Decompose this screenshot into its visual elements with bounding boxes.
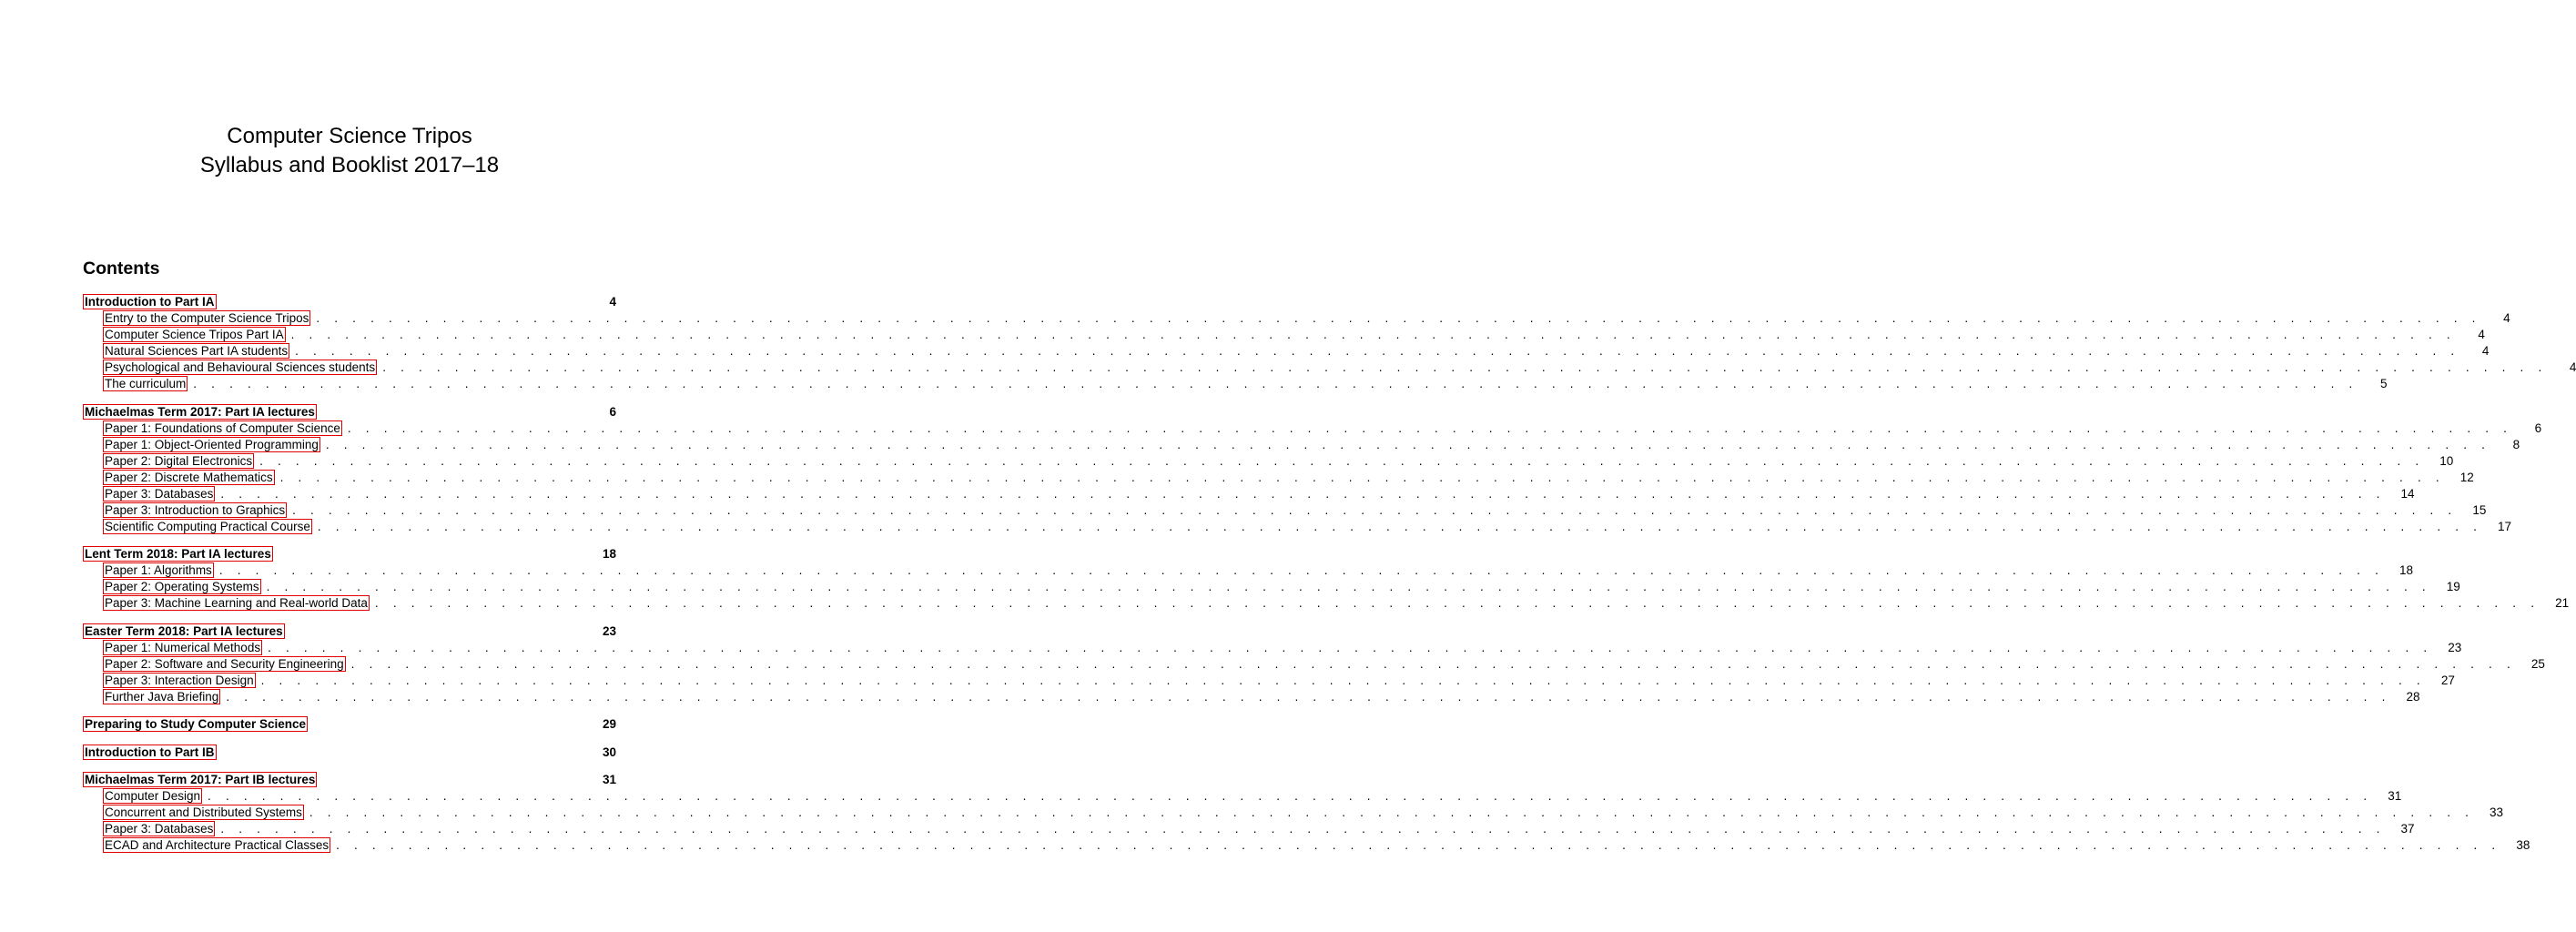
toc-entry-link[interactable]: Paper 2: Operating Systems xyxy=(105,580,259,593)
toc-page-number: 4 xyxy=(609,295,616,309)
toc-entry xyxy=(83,656,2545,673)
toc-entry-link[interactable]: Paper 3: Machine Learning and Real-world Data xyxy=(105,596,368,610)
table-of-contents xyxy=(83,294,2576,866)
toc-page-number: 30 xyxy=(602,745,616,759)
toc-entry-link[interactable]: ECAD and Architecture Practical Classes xyxy=(105,838,330,852)
toc-entry xyxy=(83,595,2570,612)
toc-section-heading xyxy=(83,546,616,562)
dot-leader: . . . . . . . . . . . . . . . . . . . . . . . . . . . . . . . . . . . . . . . . . . . . . . . . . . . . . . . . . . . . . . . . . . . . . . . . . . . . . . . . . . . . . . . . . . . . . . . . . . . . . . . . . . . . . . . . . . . . . . . . xyxy=(347,420,2513,435)
toc-entry-link[interactable]: Concurrent and Distributed Systems xyxy=(105,805,302,819)
toc-entry-link[interactable]: Scientific Computing Practical Course xyxy=(105,519,310,533)
dot-leader: . . . . . . . . . . . . . . . . . . . . . . . . . . . . . . . . . . . . . . . . . . . . . . . . . . . . . . . . . . . . . . . . . . . . . . . . . . . . . . . . . . . . . . . . . . . . . . . . . . . . . . . . . . . . . . . . . . . . . . . . xyxy=(193,377,2358,390)
toc-entry xyxy=(83,837,2530,854)
dot-leader: . . . . . . . . . . . . . . . . . . . . . . . . . . . . . . . . . . . . . . . . . . . . . . . . . . . . . . . . . . . . . . . . . . . . . . . . . . . . . . . . . . . . . . . . . . . . . . . . . . . . . . . . . . . . . . . . . . . . . . . . xyxy=(259,453,2425,468)
toc-page-number: 31 xyxy=(602,773,616,786)
dot-leader: . . . . . . . . . . . . . . . . . . . . . . . . . . . . . . . . . . . . . . . . . . . . . . . . . . . . . . . . . . . . . . . . . . . . . . . . . . . . . . . . . . . . . . . . . . . . . . . . . . . . . . . . . . . . . . . . . . . . . . . . xyxy=(292,502,2458,517)
toc-page-number: 18 xyxy=(602,547,616,561)
toc-entry xyxy=(83,673,2455,689)
dot-leader: . . . . . . . . . . . . . . . . . . . . . . . . . . . . . . . . . . . . . . . . . . . . . . . . . . . . . . . . . . . . . . . . . . . . . . . . . . . . . . . . . . . . . . . . . . . . . . . . . . . . . . . . . . . . . . . . . . . . . . . . xyxy=(374,596,2541,610)
toc-page-number: 23 xyxy=(602,623,616,638)
dot-leader: . . . . . . . . . . . . . . . . . . . . . . . . . . . . . . . . . . . . . . . . . . . . . . . . . . . . . . . . . . . . . . . . . . . . . . . . . . . . . . . . . . . . . . . . . . . . . . . . . . . . . . . . . . . . . . . . . . . . . . . . xyxy=(279,470,2445,484)
toc-entry-link[interactable]: Paper 3: Introduction to Graphics xyxy=(105,502,286,517)
toc-section xyxy=(83,716,616,733)
toc-entry xyxy=(83,310,2510,327)
toc-section-link[interactable]: Michaelmas Term 2017: Part IB lectures xyxy=(85,773,316,786)
toc-entry-link[interactable]: Paper 1: Numerical Methods xyxy=(105,640,261,654)
toc-section xyxy=(83,745,616,761)
dot-leader: . . . . . . . . . . . . . . . . . . . . . . . . . . . . . . . . . . . . . . . . . . . . . . . . . . . . . . . . . . . . . . . . . . . . . . . . . . . . . . . . . . . . . . . . . . . . . . . . . . . . . . . . . . . . . . . . . . . . . . . . xyxy=(316,311,2481,325)
toc-section-link[interactable]: Michaelmas Term 2017: Part IA lectures xyxy=(85,404,315,419)
title-line-2: Syllabus and Booklist 2017–18 xyxy=(199,153,500,177)
dot-leader: . . . . . . . . . . . . . . . . . . . . . . . . . . . . . . . . . . . . . . . . . . . . . . . . . . . . . . . . . . . . . . . . . . . . . . . . . . . . . . . . . . . . . . . . . . . . . . . . . . . . . . . . . . . . . . . . . . . . . . . . xyxy=(382,360,2548,374)
toc-page-number: 23 xyxy=(2448,640,2462,654)
toc-entry-link[interactable]: Paper 1: Object-Oriented Programming xyxy=(105,437,319,451)
toc-entry xyxy=(83,579,2460,595)
toc-entry xyxy=(83,437,2520,453)
dot-leader: . . . . . . . . . . . . . . . . . . . . . . . . . . . . . . . . . . . . . . . . . . . . . . . . . . . . . . . . . . . . . . . . . . . . . . . . . . . . . . . . . . . . . . . . . . . . . . . . . . . . . . . . . . . . . . . . . . . . . . . . xyxy=(295,344,2460,358)
dot-leader: . . . . . . . . . . . . . . . . . . . . . . . . . . . . . . . . . . . . . . . . . . . . . . . . . . . . . . . . . . . . . . . . . . . . . . . . . . . . . . . . . . . . . . . . . . . . . . . . . . . . . . . . . . . . . . . . . . . . . . . . xyxy=(317,519,2483,533)
toc-entry-link[interactable]: Psychological and Behavioural Sciences students xyxy=(105,360,376,374)
toc-page-number: 25 xyxy=(2530,656,2545,671)
toc-entry-link[interactable]: Natural Sciences Part IA students xyxy=(105,344,289,358)
toc-entry-link[interactable]: Further Java Briefing xyxy=(105,689,219,704)
toc-page-number: 33 xyxy=(2490,805,2504,819)
toc-entry-link[interactable]: Paper 1: Foundations of Computer Science xyxy=(105,420,340,435)
toc-section xyxy=(83,772,2530,854)
dot-leader: . . . . . . . . . . . . . . . . . . . . . . . . . . . . . . . . . . . . . . . . . . . . . . . . . . . . . . . . . . . . . . . . . . . . . . . . . . . . . . . . . . . . . . . . . . . . . . . . . . . . . . . . . . . . . . . . . . . . . . . . xyxy=(309,805,2475,819)
toc-entry-link[interactable]: Entry to the Computer Science Tripos xyxy=(105,311,309,325)
toc-page-number: 6 xyxy=(609,404,616,419)
toc-entry-link[interactable]: Computer Science Tripos Part IA xyxy=(105,328,284,341)
toc-entry xyxy=(83,805,2504,821)
toc-section-link[interactable]: Easter Term 2018: Part IA lectures xyxy=(85,623,283,638)
toc-section-heading xyxy=(83,716,616,733)
toc-entry-link[interactable]: Paper 1: Algorithms xyxy=(105,563,212,577)
dot-leader: . . . . . . . . . . . . . . . . . . . . . . . . . . . . . . . . . . . . . . . . . . . . . . . . . . . . . . . . . . . . . . . . . . . . . . . . . . . . . . . . . . . . . . . . . . . . . . . . . . . . . . . . . . . . . . . . . . . . . . . . xyxy=(218,563,2385,577)
toc-entry xyxy=(83,327,2485,343)
toc-entry-link[interactable]: The curriculum xyxy=(105,377,187,390)
toc-page-number: 29 xyxy=(602,717,616,731)
dot-leader: . . . . . . . . . . . . . . . . . . . . . . . . . . . . . . . . . . . . . . . . . . . . . . . . . . . . . . . . . . . . . . . . . . . . . . . . . . . . . . . . . . . . . . . . . . . . . . . . . . . . . . . . . . . . . . . . . . . . . . . . xyxy=(260,673,2426,687)
toc-entry xyxy=(83,519,2512,535)
document-title xyxy=(0,122,699,180)
toc-entry xyxy=(83,376,2388,392)
toc-entry xyxy=(83,343,2490,360)
toc-entry-link[interactable]: Paper 3: Interaction Design xyxy=(105,673,254,687)
dot-leader: . . . . . . . . . . . . . . . . . . . . . . . . . . . . . . . . . . . . . . . . . . . . . . . . . . . . . . . . . . . . . . . . . . . . . . . . . . . . . . . . . . . . . . . . . . . . . . . . . . . . . . . . . . . . . . . . . . . . . . . . xyxy=(268,640,2433,654)
toc-page-number: 19 xyxy=(2446,580,2460,593)
toc-page-number: 8 xyxy=(2512,437,2520,451)
toc-page-number: 37 xyxy=(2400,822,2415,836)
toc-section xyxy=(83,294,2576,392)
toc-section-heading xyxy=(83,404,616,420)
toc-section-link[interactable]: Introduction to Part IB xyxy=(85,745,215,759)
toc-section-heading xyxy=(83,772,616,788)
toc-page-number: 31 xyxy=(2388,789,2402,803)
toc-section xyxy=(83,623,2545,705)
toc-page-number: 4 xyxy=(2503,311,2510,325)
toc-page-number: 10 xyxy=(2439,453,2454,468)
toc-entry-link[interactable]: Computer Design xyxy=(105,789,201,803)
dot-leader: . . . . . . . . . . . . . . . . . . . . . . . . . . . . . . . . . . . . . . . . . . . . . . . . . . . . . . . . . . . . . . . . . . . . . . . . . . . . . . . . . . . . . . . . . . . . . . . . . . . . . . . . . . . . . . . . . . . . . . . . xyxy=(220,822,2386,836)
toc-page-number: 27 xyxy=(2440,673,2455,687)
toc-entry-link[interactable]: Paper 2: Discrete Mathematics xyxy=(105,470,273,484)
toc-entry-link[interactable]: Paper 3: Databases xyxy=(105,486,214,501)
dot-leader: . . . . . . . . . . . . . . . . . . . . . . . . . . . . . . . . . . . . . . . . . . . . . . . . . . . . . . . . . . . . . . . . . . . . . . . . . . . . . . . . . . . . . . . . . . . . . . . . . . . . . . . . . . . . . . . . . . . . . . . . xyxy=(336,838,2501,852)
toc-page-number: 5 xyxy=(2380,377,2388,390)
toc-section-link[interactable]: Lent Term 2018: Part IA lectures xyxy=(85,547,271,561)
dot-leader: . . . . . . . . . . . . . . . . . . . . . . . . . . . . . . . . . . . . . . . . . . . . . . . . . . . . . . . . . . . . . . . . . . . . . . . . . . . . . . . . . . . . . . . . . . . . . . . . . . . . . . . . . . . . . . . . . . . . . . . . xyxy=(350,656,2516,671)
title-line-1: Computer Science Tripos xyxy=(227,124,472,148)
toc-section-link[interactable]: Introduction to Part IA xyxy=(85,295,215,309)
toc-page-number: 38 xyxy=(2516,838,2530,852)
toc-entry xyxy=(83,502,2487,519)
toc-section-heading xyxy=(83,745,616,761)
dot-leader: . . . . . . . . . . . . . . . . . . . . . . . . . . . . . . . . . . . . . . . . . . . . . . . . . . . . . . . . . . . . . . . . . . . . . . . . . . . . . . . . . . . . . . . . . . . . . . . . . . . . . . . . . . . . . . . . . . . . . . . . xyxy=(266,580,2431,593)
dot-leader: . . . . . . . . . . . . . . . . . . . . . . . . . . . . . . . . . . . . . . . . . . . . . . . . . . . . . . . . . . . . . . . . . . . . . . . . . . . . . . . . . . . . . . . . . . . . . . . . . . . . . . . . . . . . . . . . . . . . . . . . xyxy=(220,486,2386,501)
toc-page-number: 4 xyxy=(2481,344,2490,358)
toc-entry xyxy=(83,486,2415,502)
toc-entry xyxy=(83,821,2415,837)
toc-section-link[interactable]: Preparing to Study Computer Science xyxy=(85,717,307,731)
toc-page-number: 4 xyxy=(2478,328,2485,341)
toc-entry xyxy=(83,689,2420,705)
toc-page-number: 6 xyxy=(2534,420,2542,435)
toc-entry xyxy=(83,470,2474,486)
dot-leader: . . . . . . . . . . . . . . . . . . . . . . . . . . . . . . . . . . . . . . . . . . . . . . . . . . . . . . . . . . . . . . . . . . . . . . . . . . . . . . . . . . . . . . . . . . . . . . . . . . . . . . . . . . . . . . . . . . . . . . . . xyxy=(290,328,2456,341)
toc-page-number: 17 xyxy=(2498,519,2512,533)
toc-entry xyxy=(83,453,2454,470)
toc-entry xyxy=(83,788,2402,805)
toc-entry xyxy=(83,640,2462,656)
toc-page-number: 15 xyxy=(2472,502,2487,517)
toc-page-number: 14 xyxy=(2400,486,2415,501)
dot-leader: . . . . . . . . . . . . . . . . . . . . . . . . . . . . . . . . . . . . . . . . . . . . . . . . . . . . . . . . . . . . . . . . . . . . . . . . . . . . . . . . . . . . . . . . . . . . . . . . . . . . . . . . . . . . . . . . . . . . . . . . xyxy=(208,789,2373,803)
toc-entry xyxy=(83,420,2542,437)
toc-entry xyxy=(83,562,2414,579)
toc-entry xyxy=(83,360,2576,376)
toc-section-heading xyxy=(83,294,616,310)
toc-section-heading xyxy=(83,623,616,640)
toc-page-number: 21 xyxy=(2555,596,2570,610)
dot-leader: . . . . . . . . . . . . . . . . . . . . . . . . . . . . . . . . . . . . . . . . . . . . . . . . . . . . . . . . . . . . . . . . . . . . . . . . . . . . . . . . . . . . . . . . . . . . . . . . . . . . . . . . . . . . . . . . . . . . . . . . xyxy=(325,437,2491,451)
dot-leader: . . . . . . . . . . . . . . . . . . . . . . . . . . . . . . . . . . . . . . . . . . . . . . . . . . . . . . . . . . . . . . . . . . . . . . . . . . . . . . . . . . . . . . . . . . . . . . . . . . . . . . . . . . . . . . . . . . . . . . . . xyxy=(226,689,2391,704)
toc-page-number: 4 xyxy=(2569,360,2576,374)
toc-entry-link[interactable]: Paper 3: Databases xyxy=(105,822,214,836)
contents-heading: Contents xyxy=(83,258,160,279)
toc-page-number: 28 xyxy=(2406,689,2420,704)
toc-section xyxy=(83,404,2542,535)
toc-page-number: 18 xyxy=(2399,563,2414,577)
toc-page-number: 12 xyxy=(2459,470,2474,484)
toc-section xyxy=(83,546,2570,612)
toc-entry-link[interactable]: Paper 2: Software and Security Engineering xyxy=(105,656,344,671)
toc-entry-link[interactable]: Paper 2: Digital Electronics xyxy=(105,453,253,468)
